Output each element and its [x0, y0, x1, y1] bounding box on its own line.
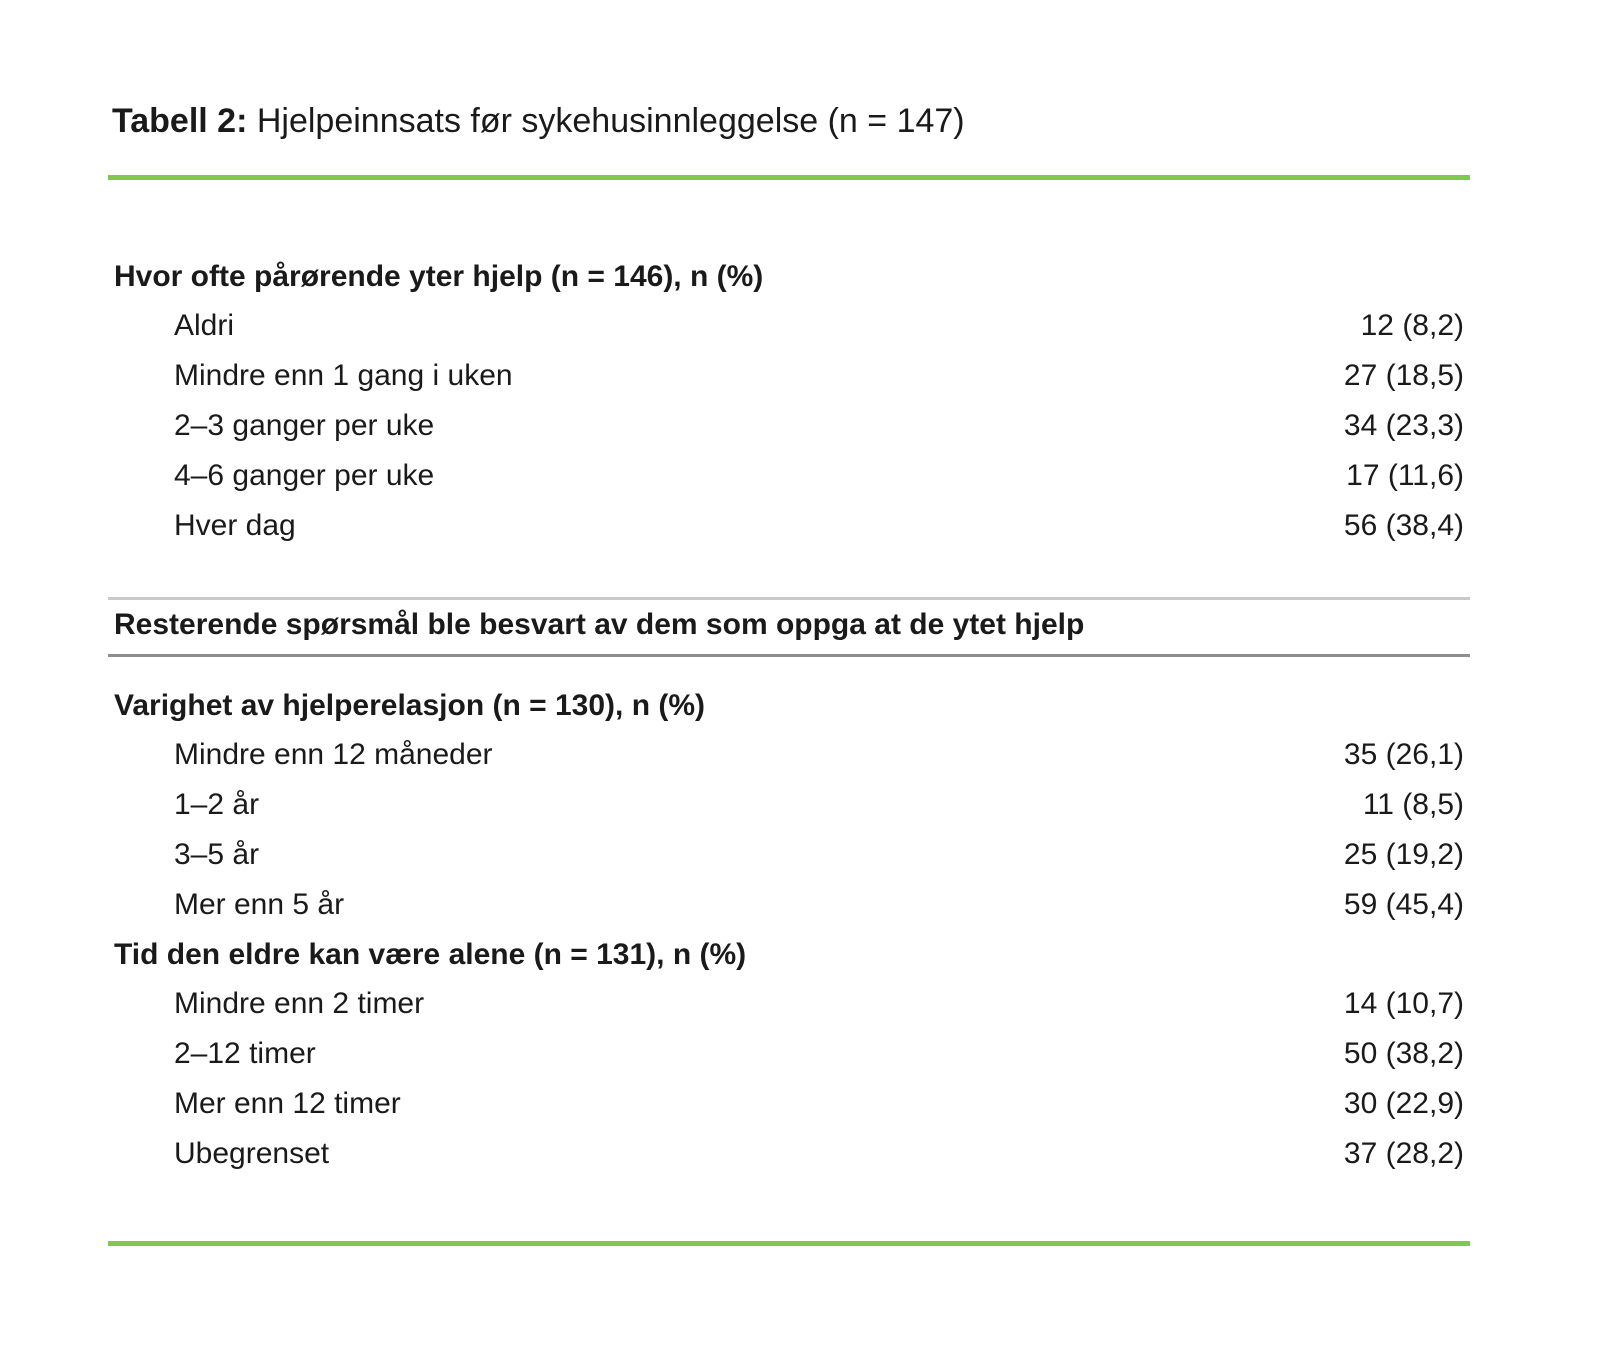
row-value: 37 (28,2)	[1343, 1137, 1464, 1170]
table-container	[108, 0, 1470, 1246]
table-row	[108, 730, 1470, 780]
table-row	[108, 351, 1470, 401]
row-label: Mindre enn 1 gang i uken	[174, 359, 513, 392]
row-value: 59 (45,4)	[1343, 888, 1464, 921]
row-value: 35 (26,1)	[1343, 738, 1464, 771]
table-row	[108, 1129, 1470, 1179]
row-value: 50 (38,2)	[1343, 1037, 1464, 1070]
row-value: 56 (38,4)	[1343, 509, 1464, 542]
row-label: 2–3 ganger per uke	[174, 409, 435, 442]
row-label: 3–5 år	[174, 838, 260, 871]
table-note-block	[108, 597, 1470, 657]
table-row	[108, 401, 1470, 451]
table-caption	[108, 0, 1470, 140]
table-row	[108, 780, 1470, 830]
table-top-rule	[108, 175, 1470, 180]
row-value: 34 (23,3)	[1343, 409, 1464, 442]
row-label: 1–2 år	[174, 788, 260, 821]
table-row	[108, 301, 1470, 351]
note-divider-bottom	[108, 654, 1470, 657]
row-value: 11 (8,5)	[1362, 788, 1464, 821]
row-value: 14 (10,7)	[1343, 987, 1464, 1020]
section-header-frequency: Hvor ofte pårørende yter hjelp (n = 146), n (%)	[114, 260, 764, 293]
section-header-time-alone: Tid den eldre kan være alene (n = 131), n (%)	[114, 938, 747, 971]
row-label: 2–12 timer	[174, 1037, 316, 1070]
table-row	[108, 1079, 1470, 1129]
row-label: Mindre enn 12 måneder	[174, 738, 493, 771]
row-value: 27 (18,5)	[1343, 359, 1464, 392]
table-row	[108, 501, 1470, 551]
row-label: Hver dag	[174, 509, 296, 542]
table-bottom-rule	[108, 1241, 1470, 1246]
row-value: 12 (8,2)	[1360, 309, 1464, 342]
section-header-duration: Varighet av hjelperelasjon (n = 130), n (%)	[114, 689, 706, 722]
row-value: 25 (19,2)	[1343, 838, 1464, 871]
table-caption-label: Tabell 2:	[112, 102, 248, 140]
table-row	[108, 979, 1470, 1029]
row-label: 4–6 ganger per uke	[174, 459, 435, 492]
row-value: 17 (11,6)	[1346, 459, 1464, 492]
table-row	[108, 880, 1470, 930]
table-row	[108, 830, 1470, 880]
row-label: Mer enn 5 år	[174, 888, 345, 921]
row-label: Aldri	[174, 309, 235, 342]
table-row	[108, 1029, 1470, 1079]
table-note: Resterende spørsmål ble besvart av dem som oppga at de ytet hjelp	[114, 608, 1085, 641]
row-label: Mer enn 12 timer	[174, 1087, 401, 1120]
table-caption-text: Hjelpeinnsats før sykehusinnleggelse (n = 147)	[247, 102, 965, 140]
row-value: 30 (22,9)	[1343, 1087, 1464, 1120]
row-label: Ubegrenset	[174, 1137, 330, 1170]
row-label: Mindre enn 2 timer	[174, 987, 425, 1020]
table-row	[108, 451, 1470, 501]
